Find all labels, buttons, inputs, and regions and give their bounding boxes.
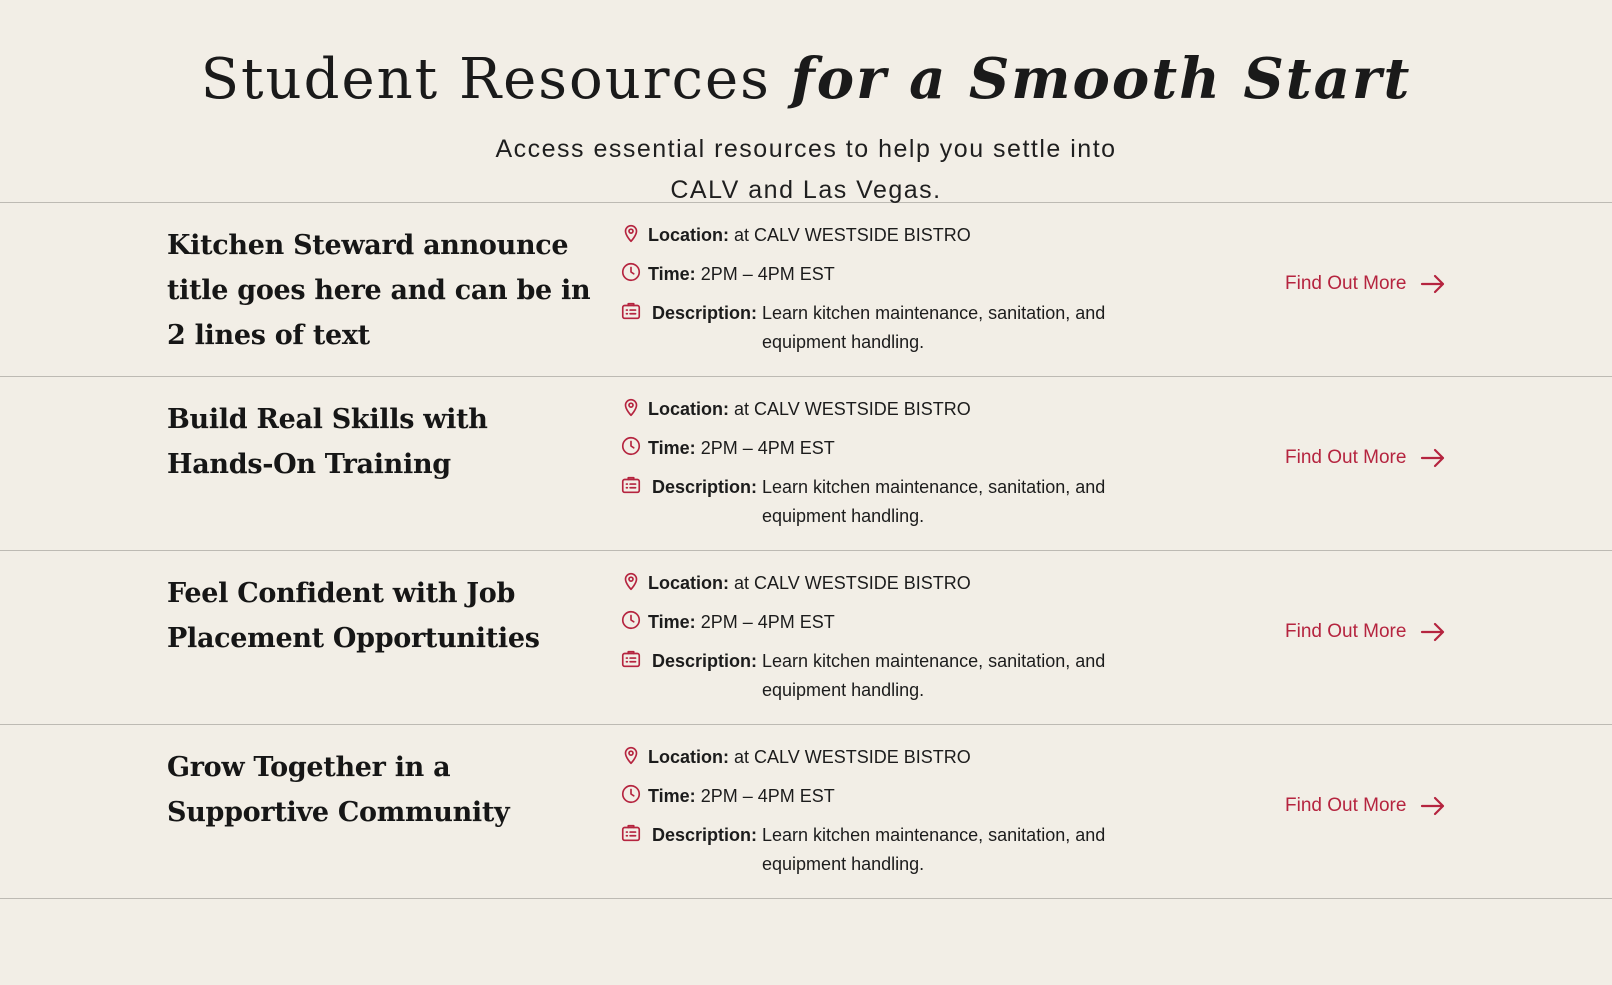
description-value: Learn kitchen maintenance, sanitation, and equipment handling. (762, 651, 1106, 700)
page-header (0, 0, 1612, 202)
event-title: Feel Confident with Job Placement Opportunities (167, 578, 540, 654)
clock-icon (620, 782, 642, 806)
page-title (0, 40, 1612, 119)
find-out-more-label[interactable]: Find Out More (1285, 621, 1407, 642)
description-label: Description: (652, 303, 758, 323)
find-out-more-link[interactable] (1285, 621, 1446, 643)
time-value: 2PM – 4PM EST (700, 612, 835, 632)
event-title: Kitchen Steward announce title goes here and can be in 2 lines of text (167, 230, 591, 351)
location-label: Location: (648, 747, 729, 767)
location-value: at CALV WESTSIDE BISTRO (734, 573, 971, 593)
location-label: Location: (648, 573, 729, 593)
event-details (620, 569, 1140, 715)
page-title-regular: Student Resources (200, 47, 771, 112)
event-time (620, 434, 1140, 463)
page-subtitle: Access essential resources to help you settle into CALV and Las Vegas. (495, 135, 1117, 204)
page-title-emphasis: for a Smooth Start (790, 46, 1412, 112)
find-out-more-link[interactable] (1285, 273, 1446, 295)
location-value: at CALV WESTSIDE BISTRO (734, 225, 971, 245)
event-row (0, 551, 1612, 725)
event-row (0, 377, 1612, 551)
event-location (620, 569, 1140, 598)
map-pin-icon (620, 743, 642, 767)
event-time (620, 782, 1140, 811)
time-value: 2PM – 4PM EST (700, 264, 835, 284)
event-description (620, 299, 1140, 357)
event-row (0, 203, 1612, 377)
map-pin-icon (620, 395, 642, 419)
event-title: Grow Together in a Supportive Community (167, 752, 510, 828)
find-out-more-link[interactable] (1285, 447, 1446, 469)
arrow-right-icon[interactable] (1420, 795, 1446, 817)
event-description (620, 647, 1140, 705)
event-list (0, 202, 1612, 899)
find-out-more-link[interactable] (1285, 795, 1446, 817)
description-label: Description: (652, 477, 758, 497)
event-description (620, 821, 1140, 879)
event-title: Build Real Skills with Hands-On Training (167, 404, 488, 480)
arrow-right-icon[interactable] (1420, 621, 1446, 643)
clipboard-list-icon (620, 299, 642, 323)
description-label: Description: (652, 825, 758, 845)
time-value: 2PM – 4PM EST (700, 438, 835, 458)
location-label: Location: (648, 225, 729, 245)
clipboard-list-icon (620, 647, 642, 671)
clock-icon (620, 434, 642, 458)
description-value: Learn kitchen maintenance, sanitation, and equipment handling. (762, 825, 1106, 874)
description-value: Learn kitchen maintenance, sanitation, and equipment handling. (762, 303, 1106, 352)
time-label: Time: (648, 786, 696, 806)
event-location (620, 395, 1140, 424)
clipboard-list-icon (620, 473, 642, 497)
time-label: Time: (648, 612, 696, 632)
event-details (620, 743, 1140, 889)
event-location (620, 743, 1140, 772)
map-pin-icon (620, 569, 642, 593)
description-value: Learn kitchen maintenance, sanitation, and equipment handling. (762, 477, 1106, 526)
event-time (620, 608, 1140, 637)
description-label: Description: (652, 651, 758, 671)
location-value: at CALV WESTSIDE BISTRO (734, 399, 971, 419)
find-out-more-label[interactable]: Find Out More (1285, 447, 1407, 468)
event-row (0, 725, 1612, 899)
map-pin-icon (620, 221, 642, 245)
event-details (620, 395, 1140, 541)
event-description (620, 473, 1140, 531)
find-out-more-label[interactable]: Find Out More (1285, 273, 1407, 294)
time-label: Time: (648, 438, 696, 458)
clipboard-list-icon (620, 821, 642, 845)
arrow-right-icon[interactable] (1420, 273, 1446, 295)
event-location (620, 221, 1140, 250)
event-details (620, 221, 1140, 367)
clock-icon (620, 260, 642, 284)
event-time (620, 260, 1140, 289)
location-label: Location: (648, 399, 729, 419)
arrow-right-icon[interactable] (1420, 447, 1446, 469)
time-value: 2PM – 4PM EST (700, 786, 835, 806)
time-label: Time: (648, 264, 696, 284)
clock-icon (620, 608, 642, 632)
location-value: at CALV WESTSIDE BISTRO (734, 747, 971, 767)
find-out-more-label[interactable]: Find Out More (1285, 795, 1407, 816)
